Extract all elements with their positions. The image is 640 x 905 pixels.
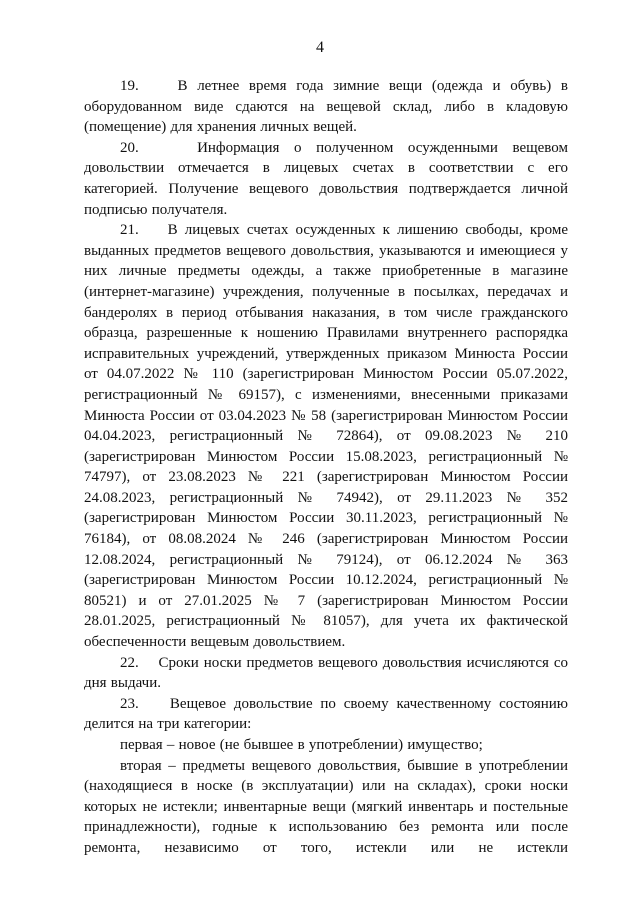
category-second: вторая – предметы вещевого довольствия, бывшие в употреблении (находящиеся в носке (в эксплуатации) или на складах), сроки носки которых не истекли; инвентарные вещи (мягкий инвентарь и постельные принадлежности), годные к использованию без ремонта или после ремонта, независимо от того, истекли или не истекли [84, 757, 568, 856]
paragraph-19: 19. В летнее время года зимние вещи (одежда и обувь) в оборудованном виде сдаются на вещевой склад, либо в кладовую (помещение) для хранения личных вещей. [84, 78, 568, 136]
paragraph-23: 23. Вещевое довольствие по своему качественному состоянию делится на три категории: [84, 695, 568, 733]
paragraph-21: 21. В лицевых счетах осужденных к лишению свободы, кроме выданных предметов вещевого довольствия, указываются и имеющиеся у них личные предметы одежды, а также приобретенные в магазине (интернет-магазине) учреждения, полученные в посылках, передачах и бандеролях в период отбывания наказания, в том числе гражданского образца, разрешенные к ношению Правилами внутреннего распорядка исправительных учреждений, утвержденных приказом Минюста России от 04.07.2022 № 110 (зарегистрирован Минюстом России 05.07.2022, регистрационный № 69157), с изменениями, внесенными приказами Минюста России от 03.04.2023 № 58 (зарегистрирован Минюстом России 04.04.2023, регистрационный № 72864), от 09.08.2023 № 210 (зарегистрирован Минюстом России 15.08.2023, регистрационный № 74797), от 23.08.2023 № 221 (зарегистрирован Минюстом России 24.08.2023, регистрационный № 74942), от 29.11.2023 № 352 (зарегистрирован Минюстом России 30.11.2023, регистрационный № 76184), от 08.08.2024 № 246 (зарегистрирован Минюстом России 12.08.2024, регистрационный № 79124), от 06.12.2024 № 363 (зарегистрирован Минюстом России 10.12.2024, регистрационный № 80521) и от 27.01.2025 № 7 (зарегистрирован Минюстом России 28.01.2025, регистрационный № 81057), для учета их фактической обеспеченности вещевым довольствием. [84, 222, 568, 651]
document-body [84, 76, 568, 859]
category-first: первая – новое (не бывшее в употреблении) имущество; [120, 737, 483, 753]
paragraph-22: 22. Сроки носки предметов вещевого довольствия исчисляются со дня выдачи. [84, 654, 568, 692]
paragraph-20: 20. Информация о полученном осужденными вещевом довольствии отмечается в лицевых счетах в соответствии с его категорией. Получение вещевого довольствия подтверждается личной подписью получателя. [84, 139, 568, 218]
page-number: 4 [316, 39, 324, 56]
